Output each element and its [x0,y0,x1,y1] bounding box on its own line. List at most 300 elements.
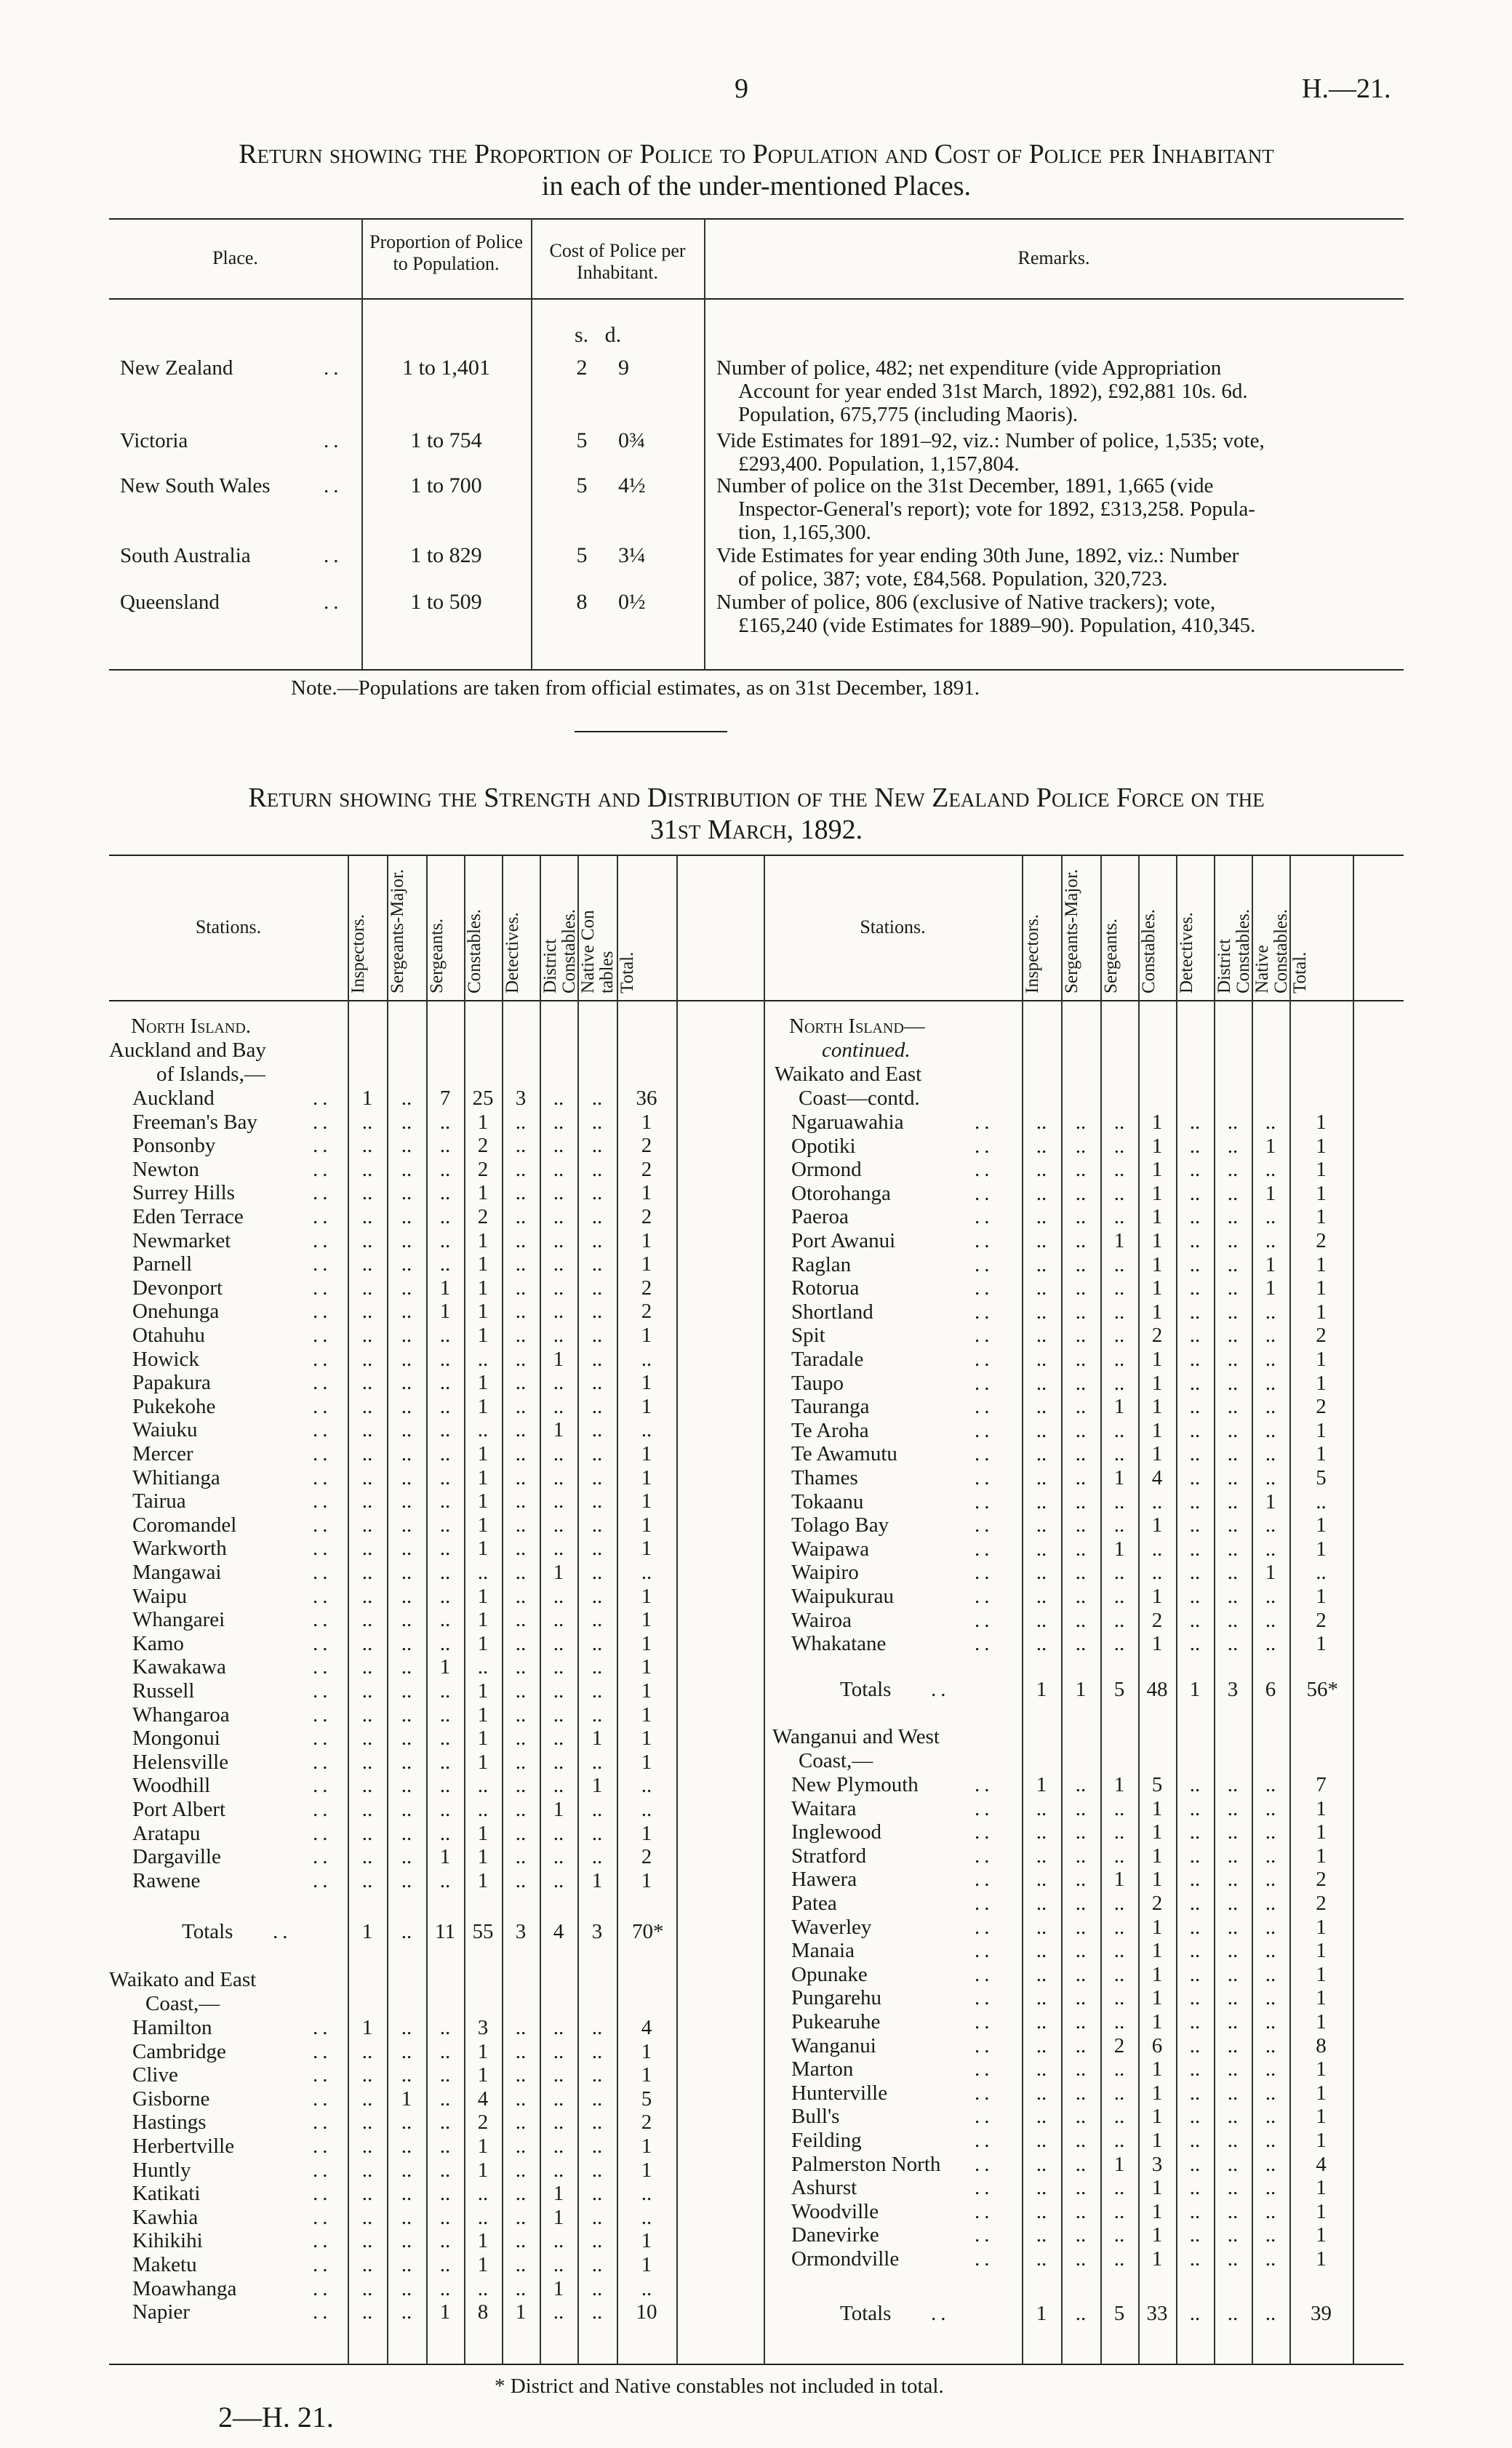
cell-value: .. [1265,1939,1276,1963]
station-name: Freeman's Bay [132,1110,257,1134]
cell-value: .. [401,1300,412,1324]
cell-value: .. [515,2039,527,2063]
cell-value: .. [401,1845,412,1869]
leader-dots: .. [313,1087,332,1110]
station-name: Taradale [791,1348,864,1371]
cell-value: .. [1036,2010,1047,2033]
leader-dots: .. [313,1727,332,1751]
cell-value: .. [1265,1158,1276,1182]
cell-value: .. [439,1631,451,1655]
station-name: Kawhia [132,2205,199,2229]
station-name: Manaia [791,1939,855,1963]
cell-value: 36 [636,1087,657,1110]
leader-dots: .. [975,2199,994,2223]
leader-dots: .. [975,1395,994,1419]
cell-value: .. [1075,1868,1087,1892]
cell-value: 1 [477,2039,489,2063]
station-name: Paeroa [791,1205,849,1229]
cell-value: 1 [1151,2057,1163,2081]
cell-value: 7 [439,1087,451,1110]
place-name: South Australia [120,544,251,567]
leader-dots: .. [313,2039,332,2063]
cell-value: .. [641,2276,652,2300]
cell-value: .. [1189,1300,1201,1324]
cost-pence: 9 [618,356,629,380]
cell-value: .. [401,1371,412,1395]
totals-value: 1 [361,1920,373,1943]
cell-value: .. [553,2253,564,2276]
cell-value: 1 [1151,1513,1163,1537]
cell-value: .. [361,1798,373,1821]
column-rule [1353,855,1354,2364]
proportion-value: 1 to 1,401 [402,356,490,380]
station-name: Kamo [132,1631,184,1655]
cell-value: .. [361,2111,373,2135]
cell-value: .. [1227,1134,1239,1158]
cell-value: .. [591,2063,603,2087]
cell-value: .. [439,1584,451,1608]
column-rule [464,855,465,2364]
cell-value: 1 [477,1513,489,1537]
cell-value: .. [439,1727,451,1751]
cell-value: 1 [1316,1205,1327,1229]
leader-dots: .. [975,2033,994,2057]
cell-value: .. [641,2182,652,2206]
leader-dots: .. [313,1157,332,1181]
cost-pence: 4½ [618,473,646,497]
cell-value: .. [515,1157,527,1181]
cell-value: .. [553,2087,564,2111]
cell-value: .. [553,2063,564,2087]
place-name: Victoria [120,429,188,452]
leader-dots: .. [313,1821,332,1845]
station-name: Pukearuhe [791,2010,881,2033]
cell-value: .. [1036,1561,1047,1585]
cell-value: 1 [641,1750,652,1774]
cell-value: .. [439,2182,451,2206]
leader-dots: .. [975,1820,994,1844]
cell-value: .. [1189,1348,1201,1371]
leader-dots: .. [975,1158,994,1182]
cell-value: .. [1227,1418,1239,1442]
cell-value: .. [591,1798,603,1821]
leader-dots: .. [975,1561,994,1585]
cell-value: .. [515,1300,527,1324]
cell-value: .. [1189,1158,1201,1182]
cell-value: .. [591,1513,603,1537]
leader-dots: .. [975,1773,994,1796]
document-code: H.—21. [1302,73,1391,104]
cell-value: .. [591,1703,603,1727]
cell-value: .. [1036,1915,1047,1939]
cell-value: 1 [477,1394,489,1418]
totals-value: 1 [1189,1678,1201,1701]
station-name: Helensville [132,1750,229,1774]
station-name: Te Aroha [791,1418,869,1442]
cell-value: .. [553,2158,564,2182]
cell-value: .. [553,1252,564,1276]
cell-value: .. [1227,1395,1239,1419]
cell-value: 1 [641,1110,652,1134]
cell-value: .. [401,1134,412,1158]
totals-value: 33 [1146,2302,1168,2325]
cell-value: .. [1151,1561,1163,1585]
station-name: Palmerston North [791,2152,941,2176]
cell-value: .. [1227,1915,1239,1939]
cell-value: 1 [477,2253,489,2276]
cell-value: 2 [641,2111,652,2135]
cell-value: .. [401,1703,412,1727]
cell-value: .. [1113,1134,1125,1158]
cell-value: 1 [641,1631,652,1655]
leader-dots: .. [313,1371,332,1395]
cell-value: .. [1227,1892,1239,1915]
cell-value: 1 [641,2039,652,2063]
cell-value: .. [1227,1986,1239,2010]
cell-value: .. [1075,1371,1087,1395]
cell-value: .. [1075,2033,1087,2057]
cell-value: .. [515,1821,527,1845]
cell-value: .. [1113,2010,1125,2033]
leader-dots: .. [975,1489,994,1513]
cell-value: .. [439,2158,451,2182]
leader-dots: .. [975,1134,994,1158]
leader-dots: .. [975,1466,994,1489]
leader-dots: .. [975,1868,994,1892]
cell-value: .. [515,1655,527,1679]
totals-value: 4 [553,1920,564,1943]
cell-value: .. [361,1584,373,1608]
station-name: Whitianga [132,1465,220,1489]
cell-value: .. [1036,2129,1047,2152]
cell-value: .. [1113,1418,1125,1442]
leader-dots: .. [313,2300,332,2324]
station-name: Thames [791,1466,858,1489]
cell-value: .. [553,1134,564,1158]
place-name: New Zealand [120,356,233,380]
section-subheading: continued. [822,1039,911,1062]
cell-value: .. [1265,2176,1276,2200]
cell-value: .. [1036,2152,1047,2176]
cell-value: 1 [1316,1134,1327,1158]
col-place: Place. [212,247,258,268]
cell-value: .. [439,2111,451,2135]
cell-value: .. [1189,1466,1201,1489]
station-name: Raglan [791,1252,852,1276]
leader-dots: .. [975,1585,994,1608]
cell-value: .. [361,2182,373,2206]
cell-value: .. [591,1750,603,1774]
leader-dots: .. [313,1655,332,1679]
cell-value: .. [515,1489,527,1513]
cell-value: .. [641,1418,652,1442]
cell-value: 2 [1151,1608,1163,1632]
cell-value: .. [1227,1820,1239,1844]
station-name: Huntly [132,2158,191,2182]
cell-value: .. [515,1276,527,1300]
column-header: Constables. [465,909,484,993]
cell-value: .. [1189,1134,1201,1158]
cell-value: .. [1036,2247,1047,2271]
station-name: Mangawai [132,1561,222,1584]
cell-value: 1 [1151,2247,1163,2271]
cell-value: .. [1036,1111,1047,1134]
cell-value: 1 [477,1727,489,1751]
cell-value: .. [1036,1585,1047,1608]
cell-value: .. [553,1774,564,1798]
station-name: Patea [791,1892,837,1915]
cell-value: .. [1036,1252,1047,1276]
cell-value: .. [1075,1134,1087,1158]
cell-value: .. [401,2276,412,2300]
cell-value: .. [439,2276,451,2300]
cell-value: 1 [1113,1537,1125,1561]
cell-value: 1 [477,1537,489,1561]
cell-value: .. [1075,2199,1087,2223]
cell-value: .. [1189,1181,1201,1205]
leader-dots: .. [313,1252,332,1276]
column-rule [676,855,678,2364]
cell-value: .. [553,2039,564,2063]
leader-dots: .. [313,1561,332,1584]
cell-value: 1 [1151,2199,1163,2223]
cell-value: .. [1151,1489,1163,1513]
cell-value: .. [515,2253,527,2276]
cell-value: .. [1036,2057,1047,2081]
cell-value: .. [477,1655,489,1679]
proportion-value: 1 to 700 [410,473,482,497]
cell-value: 1 [1151,1915,1163,1939]
leader-dots: .. [975,1276,994,1300]
cell-value: .. [1265,1844,1276,1868]
leader-dots: .. [313,2135,332,2158]
cell-value: .. [1189,1796,1201,1820]
station-name: Otorohanga [791,1181,891,1205]
cell-value: .. [361,1252,373,1276]
cell-value: .. [1189,1915,1201,1939]
cell-value: .. [401,1489,412,1513]
cell-value: .. [1189,1324,1201,1348]
cell-value: .. [1227,2223,1239,2247]
cell-value: .. [361,1750,373,1774]
cell-value: .. [1036,1205,1047,1229]
cell-value: .. [439,2063,451,2087]
cell-value: .. [361,1845,373,1869]
cell-value: .. [1075,1229,1087,1252]
cell-value: .. [401,1465,412,1489]
totals-value: 3 [1227,1678,1239,1701]
cell-value: .. [1075,1796,1087,1820]
cell-value: 1 [553,2182,564,2206]
totals-value: 3 [591,1920,603,1943]
column-rule [1138,855,1140,2364]
cell-value: 2 [641,1300,652,1324]
leader-dots: .. [313,1537,332,1561]
cell-value: .. [553,1703,564,1727]
cell-value: .. [515,1750,527,1774]
cell-value: 1 [477,2158,489,2182]
cell-value: 2 [477,1157,489,1181]
cell-value: 1 [1265,1489,1276,1513]
leader-dots: .. [313,1110,332,1134]
cell-value: .. [361,1608,373,1632]
cell-value: 1 [1151,1134,1163,1158]
cell-value: .. [1265,1442,1276,1466]
station-name: Wairoa [791,1608,852,1632]
cell-value: .. [361,2158,373,2182]
cell-value: .. [401,1774,412,1798]
cell-value: 1 [1151,1181,1163,1205]
cell-value: 1 [477,2063,489,2087]
station-name: Newmarket [132,1228,231,1252]
cell-value: 1 [1151,1868,1163,1892]
remark-line: Number of police, 482; net expenditure (vide Appropriation [716,356,1222,380]
section-subheading: Coast,— [799,1749,873,1772]
column-rule [426,855,428,2364]
cell-value: .. [1113,1585,1125,1608]
station-name: Mercer [132,1442,193,1465]
cell-value: .. [515,1252,527,1276]
section-subheading: Auckland and Bay [109,1039,266,1062]
cell-value: 1 [477,1300,489,1324]
cell-value: .. [361,1631,373,1655]
cell-value: .. [1075,2057,1087,2081]
station-name: Mongonui [132,1727,220,1751]
cell-value: 1 [1265,1252,1276,1276]
cell-value: 5 [1316,1466,1327,1489]
cell-value: .. [477,1774,489,1798]
cell-value: .. [1075,1395,1087,1419]
cell-value: .. [1113,1111,1125,1134]
station-name: Papakura [132,1371,211,1395]
cell-value: .. [1189,1585,1201,1608]
footnote: * District and Native constables not included in total. [495,2375,944,2398]
cell-value: .. [1036,2081,1047,2105]
cell-value: .. [439,1418,451,1442]
cell-value: .. [361,1679,373,1703]
cell-value: 1 [1316,1371,1327,1395]
cell-value: .. [515,1228,527,1252]
column-header: Detectives. [1177,912,1196,993]
column-rule [1061,855,1063,2364]
cell-value: .. [439,1205,451,1228]
cell-value: .. [361,1394,373,1418]
cell-value: 1 [641,1679,652,1703]
cell-value: .. [1265,1585,1276,1608]
cell-value: .. [1189,2081,1201,2105]
totals-value: .. [401,1920,412,1943]
cell-value: 1 [1113,1395,1125,1419]
cell-value: .. [439,2229,451,2253]
station-name: Warkworth [132,1537,227,1561]
cell-value: .. [401,1798,412,1821]
cell-value: 1 [1316,1111,1327,1134]
station-name: Feilding [791,2129,862,2152]
section-subheading: of Islands,— [156,1063,265,1086]
cell-value: .. [553,1371,564,1395]
cell-value: 1 [1316,1915,1327,1939]
cell-value: .. [1227,1844,1239,1868]
cell-value: 1 [477,1703,489,1727]
cell-value: .. [553,2229,564,2253]
cell-value: .. [439,1134,451,1158]
cell-value: .. [1227,1158,1239,1182]
cell-value: .. [1113,1276,1125,1300]
cell-value: .. [515,1418,527,1442]
cell-value: .. [1075,1300,1087,1324]
cell-value: .. [591,1679,603,1703]
cell-value: 1 [439,1300,451,1324]
cell-value: .. [515,1181,527,1205]
cell-value: .. [401,1324,412,1347]
cell-value: 1 [477,1845,489,1869]
cell-value: .. [1227,1868,1239,1892]
cell-value: .. [515,2158,527,2182]
cell-value: 3 [477,2016,489,2039]
cell-value: .. [1265,1986,1276,2010]
cell-value: 1 [1316,2247,1327,2271]
cell-value: .. [1189,1252,1201,1276]
cell-value: .. [1075,2152,1087,2176]
leader-dots: .. [975,1418,994,1442]
cell-value: 1 [1151,1796,1163,1820]
leader-dots: .. [313,1300,332,1324]
cell-value: .. [1075,1608,1087,1632]
remark-line: £293,400. Population, 1,157,804. [738,452,1020,476]
cell-value: .. [401,2135,412,2158]
station-name: Danevirke [791,2223,879,2247]
cell-value: 1 [477,1489,489,1513]
leader-dots: .. [975,2247,994,2271]
station-name: Kihikihi [132,2229,203,2253]
cell-value: .. [477,1798,489,1821]
leader-dots: .. [975,2223,994,2247]
cell-value: 1 [1151,2223,1163,2247]
cell-value: .. [439,2253,451,2276]
station-name: Tairua [132,1489,186,1513]
cell-value: .. [1189,2152,1201,2176]
leader-dots: .. [313,1868,332,1892]
cell-value: .. [1075,1205,1087,1229]
cell-value: .. [591,2182,603,2206]
leader-dots: .. [313,1513,332,1537]
cell-value: .. [439,2016,451,2039]
cell-value: .. [361,1418,373,1442]
cell-value: .. [1036,1986,1047,2010]
cell-value: 1 [439,1276,451,1300]
cost-units: s. d. [575,323,622,347]
cell-value: 1 [1151,1395,1163,1419]
cell-value: .. [1227,1773,1239,1796]
cell-value: .. [1113,1915,1125,1939]
leader-dots: .. [975,1324,994,1348]
cell-value: .. [439,1442,451,1465]
cell-value: .. [361,1110,373,1134]
leader-dots: .. [324,429,343,452]
cell-value: 2 [641,1157,652,1181]
cell-value: .. [439,2039,451,2063]
section-subheading: Waikato and East [775,1063,922,1086]
leader-dots: .. [975,1844,994,1868]
station-name: Waipawa [791,1537,870,1561]
cell-value: .. [361,1821,373,1845]
cell-value: 2 [1316,1324,1327,1348]
cell-value: 1 [439,1845,451,1869]
cell-value: 1 [1316,1348,1327,1371]
cell-value: 1 [1151,2176,1163,2200]
station-name: Onehunga [132,1300,220,1324]
cell-value: .. [401,1276,412,1300]
